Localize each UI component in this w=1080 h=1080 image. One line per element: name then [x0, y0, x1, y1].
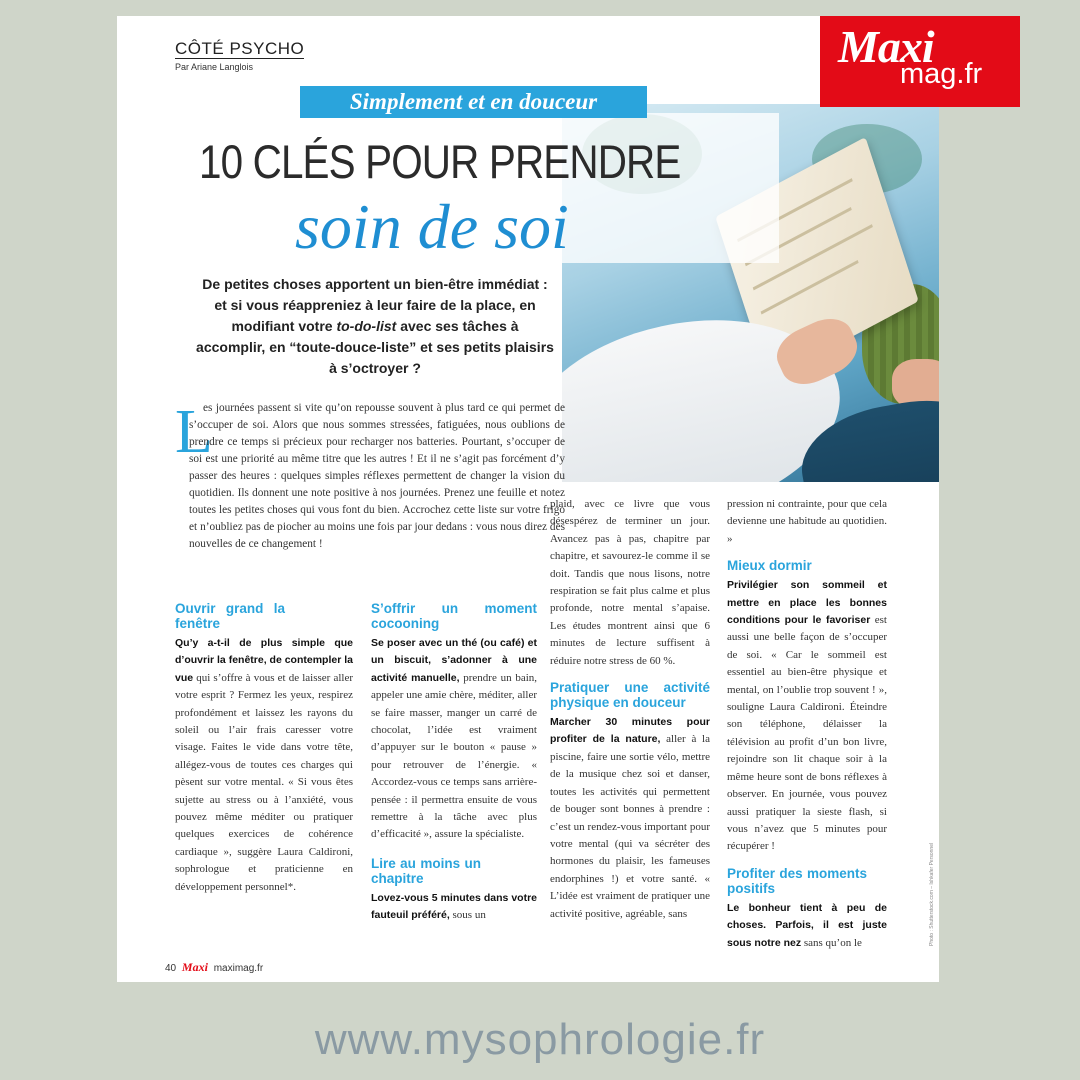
- page-footer: [165, 960, 263, 975]
- heading-mieux-dormir: Mieux dormir: [727, 558, 812, 574]
- maximag-logo: Maxi mag.fr: [820, 16, 1020, 107]
- lead-paragraph: es journées passent si vite qu’on repousse souvent à plus tard ce qui permet de s’occuper de soi. Alors que nous sommes stressées, fatiguées, nous oublions de prendre ce temps si précieux pour recharger nos batteries. Pourtant, s’occuper de soi est une priorité au même titre que les autres ! Et il ne s’agit pas forcément d’y passer des heures : quelques simples réflexes permettent de changer la vision du quotidien. Ils donnent une note positive à nos journées. Prenez une feuille et notez toutes les petites choses qui vous font du bien. Accrochez cette liste sur votre frigo et n’oubliez pas de piocher au moins une fois par jour dedans : vous nous direz des nouvelles de ce changement !: [189, 402, 565, 550]
- footer-brand: Maxi: [181, 960, 208, 974]
- heading-lire-chapitre: Lire au moins un chapitre: [371, 855, 481, 886]
- column-3: plaid, avec ce livre que vous désespérez de terminer un jour. Avancez pas à pas, chapitre par chapitre, et savourez-le comme il se doit. Tandis que nous lisons, notre respiration se fait plus calme et plus profonde, notre mental s’apaise. Les études montrent ainsi que 6 minutes de lecture suffisent à réduire notre stress de 60 %. Pratiquer une activité physique en douceur Marcher 30 minutes pour profiter de la nature, aller à la piscine, faire une sortie vélo, mettre de la musique chez soi et danser, toutes les activités qui permettent de bouger sont bonnes à prendre : c’est un rendez-vous important pour votre mental (qui va sécréter des hormones du plaisir, les fameuses endorphines !) et votre santé. « L’idée est vraiment de pratiquer une activité positive, agréable, sans: [550, 498, 710, 920]
- kicker: Simplement et en douceur: [300, 86, 647, 118]
- dropcap: L: [175, 398, 213, 466]
- title-line-2: soin de soi: [295, 191, 569, 262]
- heading-ouvrir-fenetre: Ouvrir grand la fenêtre: [175, 601, 285, 631]
- footer-site: maximag.fr: [213, 963, 264, 974]
- column-1: Ouvrir grand la fenêtre Qu’y a-t-il de plus simple que d’ouvrir la fenêtre, de contempler la vue qui s’offre à vous et de laisser aller votre esprit ? Fermez les yeux, respirez profondément et laissez les rayons du soleil ou l’air frais caresser votre visage. Faites le vide dans votre tête, allégez-vous de toutes ces charges qui pèsent sur votre mental. « Si vous êtes sujette au stress ou à l’anxiété, vous pouvez même méditer ou pratiquer quelques exercices de cohérence cardiaque », suggère Laura Caldironi, sophrologue et praticienne en développement personnel*.: [175, 601, 353, 893]
- photo-credit: Photo : Shutterstock.com – Ishkafer Personnel: [929, 842, 935, 946]
- heading-activite-physique: Pratiquer une activité physique en douceur: [550, 680, 710, 711]
- byline: Par Ariane Langlois: [175, 62, 254, 72]
- website-url: www.mysophrologie.fr: [314, 1015, 766, 1064]
- column-2: S’offrir un moment cocooning Se poser avec un thé (ou café) et un biscuit, s’adonner à une activité manuelle, prendre un bain, appeler une amie chère, méditer, aller se faire masser, manger un carré de chocolat, l’idée est vraiment d’appuyer sur le bouton « pause » pour retrouver de l’énergie. « Accordez-vous ce temps sans arrière-pensée : il permettra ensuite de vous remettre à la tâche avec plus d’efficacité », assure la spécialiste. Lire au moins un chapitre Lovez-vous 5 minutes dans votre fauteuil préféré, sous un: [371, 601, 538, 922]
- section-label: CÔTÉ PSYCHO: [175, 39, 305, 58]
- magazine-page: [117, 16, 939, 982]
- intro-paragraph: De petites choses apportent un bien-être immédiat : et si vous réappreniez à leur faire de la place, en modifiant votre to-do-list avec ses tâches à accomplir, en “toute-douce-liste” et ses petits plaisirs à s’octroyer ?: [196, 276, 554, 376]
- title-line-1: 10 CLÉS POUR PRENDRE: [199, 135, 681, 188]
- page-number: 40: [165, 963, 177, 974]
- column-4: pression ni contrainte, pour que cela devienne une habitude au quotidien. » Mieux dormir Privilégier son sommeil et mettre en place les bonnes conditions pour le favoriser est aussi une belle façon de s’occuper de soi. « Car le sommeil est essentiel au bien-être physique et mental, on l’oublie trop souvent ! », souligne Laura Caldironi. Éteindre son téléphone, délaisser la télévision au profit d’un bon livre, rejoindre son lit chaque soir à la même heure sont de bons réflexes à observer. En journée, vous pouvez aussi pratiquer la sieste flash, si vous n’avez que 5 minutes pour récupérer ! Profiter des moments positifs Le bonheur tient à peu de choses. Parfois, il est juste sous notre nez sans qu’on le: [727, 498, 887, 949]
- heading-cocooning: S’offrir un moment cocooning: [371, 601, 537, 631]
- heading-moments-positifs: Profiter des moments positifs: [727, 865, 867, 896]
